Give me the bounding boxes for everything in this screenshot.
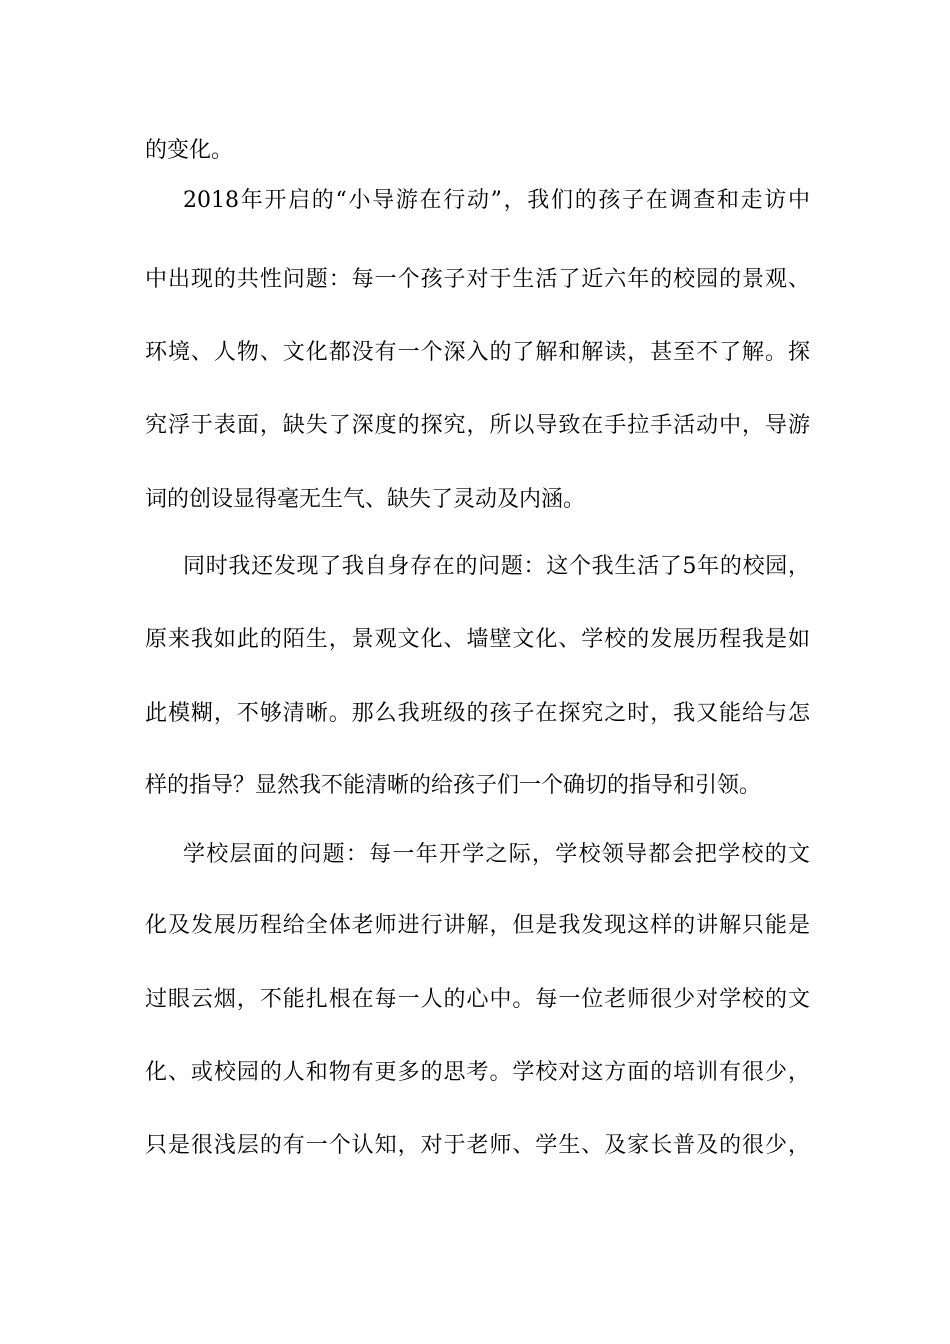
text-line-11: 学校层面的问题：每一年开学之际，学校领导都会把学校的文 bbox=[183, 842, 810, 867]
text-line-7: 同时我还发现了我自身存在的问题：这个我生活了5年的校园， bbox=[183, 554, 810, 579]
text-line-2: 2018年开启的“小导游在行动”，我们的孩子在调查和走访中 bbox=[183, 188, 810, 213]
text-line-1: 的变化。 bbox=[145, 138, 234, 163]
text-line-6: 词的创设显得毫无生气、缺失了灵动及内涵。 bbox=[145, 487, 586, 512]
text-line-8: 原来我如此的陌生，景观文化、墙壁文化、学校的发展历程我是如 bbox=[145, 627, 810, 652]
text-line-14: 化、或校园的人和物有更多的思考。学校对这方面的培训有很少， bbox=[145, 1060, 810, 1085]
text-line-5: 究浮于表面，缺失了深度的探究，所以导致在手拉手活动中，导游 bbox=[145, 413, 810, 438]
text-line-4: 环境、人物、文化都没有一个深入的了解和解读，甚至不了解。探 bbox=[145, 340, 810, 365]
text-line-3: 中出现的共性问题：每一个孩子对于生活了近六年的校园的景观、 bbox=[145, 267, 810, 292]
text-line-15: 只是很浅层的有一个认知，对于老师、学生、及家长普及的很少， bbox=[145, 1133, 810, 1158]
text-line-9: 此模糊，不够清晰。那么我班级的孩子在探究之时，我又能给与怎 bbox=[145, 701, 810, 726]
text-line-12: 化及发展历程给全体老师进行讲解，但是我发现这样的讲解只能是 bbox=[145, 913, 810, 938]
text-line-10: 样的指导？显然我不能清晰的给孩子们一个确切的指导和引领。 bbox=[145, 773, 762, 798]
text-line-13: 过眼云烟，不能扎根在每一人的心中。每一位老师很少对学校的文 bbox=[145, 987, 810, 1012]
